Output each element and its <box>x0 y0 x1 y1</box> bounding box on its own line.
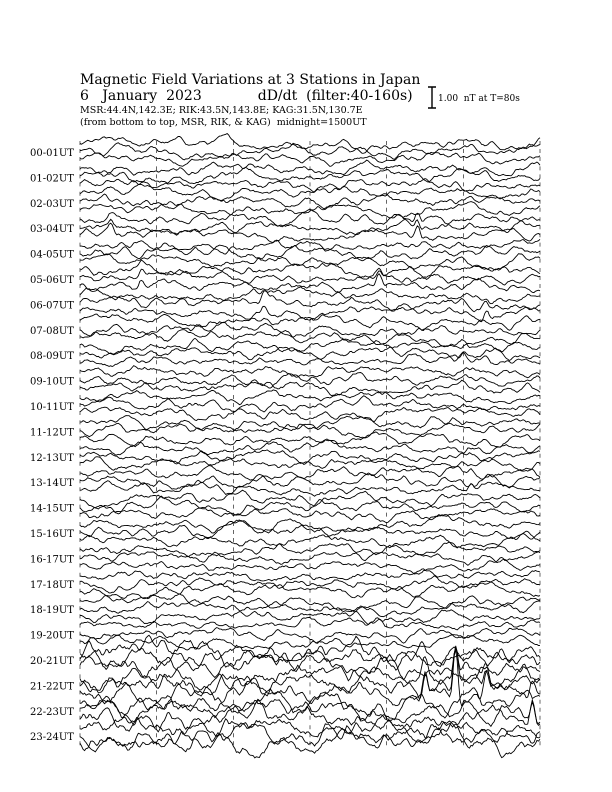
hour-label: 00-01UT <box>30 148 74 159</box>
hour-label: 03-04UT <box>30 224 74 236</box>
hour-label: 02-03UT <box>30 198 74 210</box>
order-line: (from bottom to top, MSR, RIK, & KAG) midnight=1500UT <box>80 117 367 128</box>
quantity-text: dD/dt (filter:40-160s) <box>257 88 413 104</box>
hour-label: 23-24UT <box>30 732 74 744</box>
hour-label: 07-08UT <box>30 325 74 337</box>
hour-label: 05-06UT <box>30 275 74 286</box>
hour-label: 09-10UT <box>30 376 74 388</box>
scale-bar <box>428 87 436 108</box>
hour-label: 15-16UT <box>30 529 74 540</box>
hour-label: 14-15UT <box>30 503 74 515</box>
hour-label: 18-19UT <box>30 605 74 617</box>
stations-line: MSR:44.4N,142.3E; RIK:43.5N,143.8E; KAG:31.5N,130.7E <box>80 105 363 116</box>
hour-label: 08-09UT <box>30 351 74 363</box>
hour-label: 11-12UT <box>30 427 74 439</box>
hour-label: 20-21UT <box>30 656 74 667</box>
hour-label: 06-07UT <box>30 300 74 312</box>
hour-label: 10-11UT <box>30 402 74 413</box>
hour-label: 04-05UT <box>30 249 74 261</box>
hour-label: 13-14UT <box>30 478 74 490</box>
hour-label: 12-13UT <box>30 452 74 464</box>
hour-label: 17-18UT <box>30 579 74 591</box>
hour-label: 19-20UT <box>30 630 74 642</box>
date-text: 6 January 2023 <box>80 88 202 104</box>
hour-label: 22-23UT <box>30 706 74 718</box>
hour-label: 01-02UT <box>30 173 74 185</box>
scale-label: 1.00 nT at T=80s <box>438 94 520 104</box>
hour-label: 21-22UT <box>30 681 74 693</box>
hour-label: 16-17UT <box>30 554 74 566</box>
chart-title: Magnetic Field Variations at 3 Stations in Japan <box>80 72 421 88</box>
